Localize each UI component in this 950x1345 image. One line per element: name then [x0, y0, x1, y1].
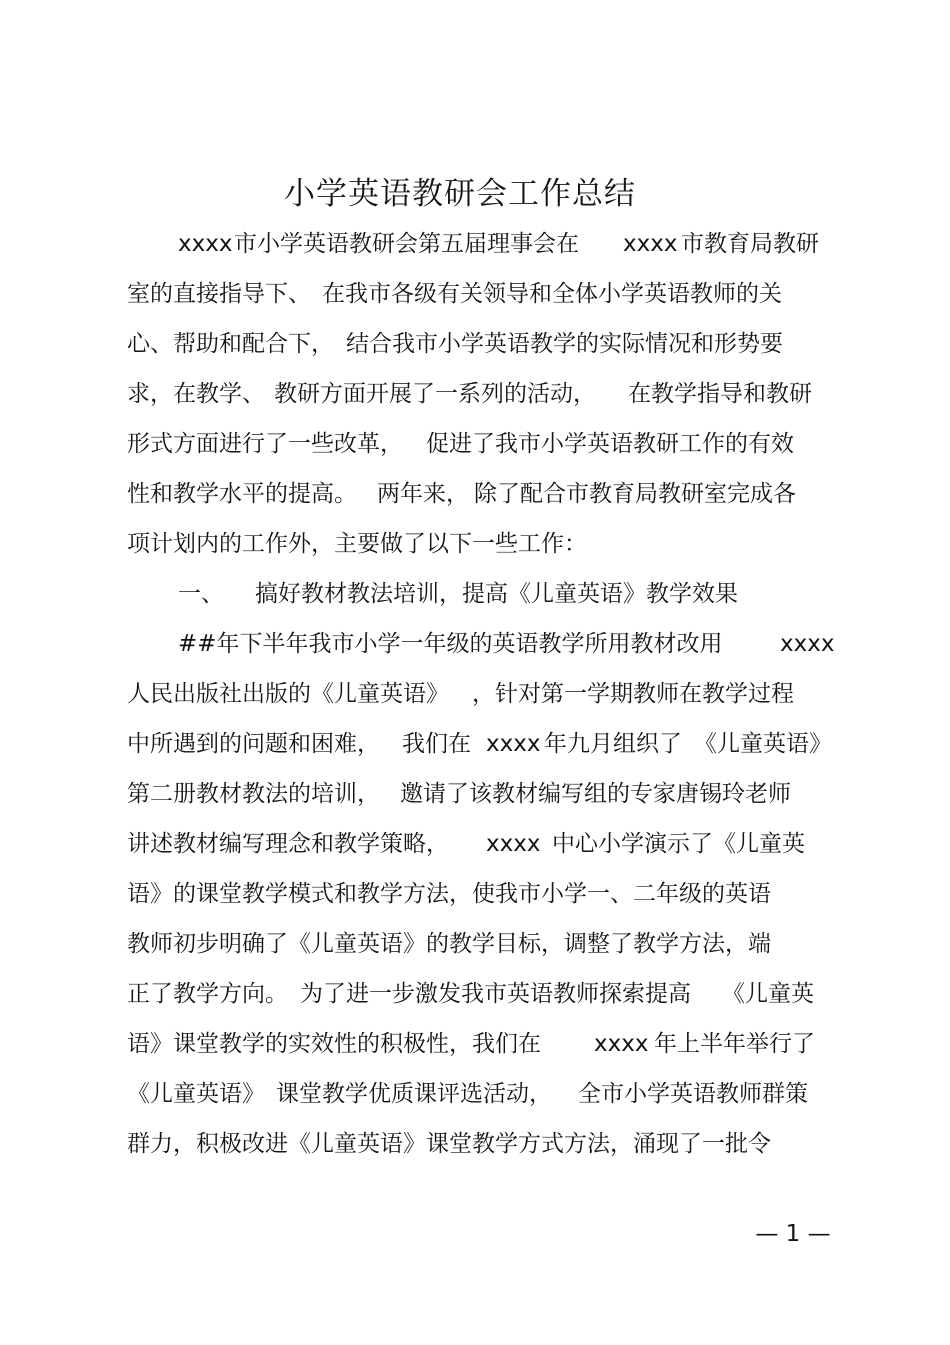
text-segment: 为了进一步激发我市英语教师探索提高 — [300, 981, 691, 1007]
text-segment: 全市小学英语教师群策 — [578, 1081, 808, 1107]
text-segment: 教研方面开展了一系列的活动， — [274, 381, 596, 407]
text-segment: 《儿童英语》 — [127, 1081, 265, 1107]
text-segment: 人民出版社出版的《儿童英语》 — [127, 681, 449, 707]
text-segment: 形式方面进行了一些改革， — [127, 431, 403, 457]
text-segment: 在我市各级有关领导和全体小学英语教师的关 — [322, 281, 782, 307]
text-segment: 项计划内的工作外，主要做了以下一些工作： — [127, 531, 587, 557]
text-segment: xxxx — [594, 1031, 649, 1057]
text-segment: 讲述教材编写理念和教学策略， — [127, 831, 449, 857]
text-segment: 市教育局教研 — [681, 231, 819, 257]
text-segment: 市小学英语教研会第五届理事会在 — [234, 231, 579, 257]
text-segment: 在教学指导和教研 — [628, 381, 812, 407]
text-segment: 群力，积极改进《儿童英语》课堂教学方式方法，涌现了一批令 — [127, 1131, 771, 1157]
text-segment: 教师初步明确了《儿童英语》的教学目标，调整了教学方法，端 — [127, 931, 771, 957]
text-segment: 我们在 — [402, 731, 471, 757]
text-segment: 中所遇到的问题和困难， — [127, 731, 380, 757]
text-segment: 课堂教学优质课评选活动， — [276, 1081, 552, 1107]
document-title: 小学英语教研会工作总结 — [284, 176, 636, 212]
text-segment: 邀请了该教材编写组的专家唐锡玲老师 — [400, 781, 791, 807]
text-segment: 《儿童英 — [722, 981, 814, 1007]
text-segment: xxxx — [623, 231, 678, 257]
text-segment: 除了配合市教育局教研室完成各 — [474, 481, 796, 507]
text-segment: xxxx — [486, 731, 541, 757]
section-number: 一、 — [178, 581, 224, 607]
text-segment: 语》课堂教学的实效性的积极性，我们在 — [127, 1031, 541, 1057]
text-segment: 正了教学方向。 — [127, 981, 288, 1007]
text-segment: 年九月组织了 — [544, 731, 682, 757]
text-segment: 心、帮助和配合下， — [127, 331, 334, 357]
text-segment: ##年下半年我市小学一年级的英语教学所用教材改用 — [178, 631, 723, 657]
text-segment: xxxx — [780, 631, 835, 657]
text-segment: 结合我市小学英语教学的实际情况和形势要 — [346, 331, 783, 357]
section-title: 搞好教材教法培训，提高《儿童英语》教学效果 — [255, 581, 738, 607]
text-segment: 语》的课堂教学模式和教学方法，使我市小学一、二年级的英语 — [127, 881, 771, 907]
text-segment: 室的直接指导下、 — [127, 281, 311, 307]
text-segment: 《儿童英语》 — [694, 731, 832, 757]
text-segment: 性和教学水平的提高。 — [127, 481, 357, 507]
text-segment: 促进了我市小学英语教研工作的有效 — [426, 431, 794, 457]
text-segment: 两年来， — [377, 481, 469, 507]
text-segment: xxxx — [178, 231, 233, 257]
text-segment: xxxx — [486, 831, 541, 857]
text-segment: ，针对第一学期教师在教学过程 — [472, 681, 794, 707]
text-segment: 第二册教材教法的培训， — [127, 781, 380, 807]
page-number: — 1 — — [755, 1221, 831, 1247]
text-segment: 求，在教学、 — [127, 381, 265, 407]
text-segment: 年上半年举行了 — [654, 1031, 815, 1057]
text-segment: 中心小学演示了《儿童英 — [552, 831, 805, 857]
